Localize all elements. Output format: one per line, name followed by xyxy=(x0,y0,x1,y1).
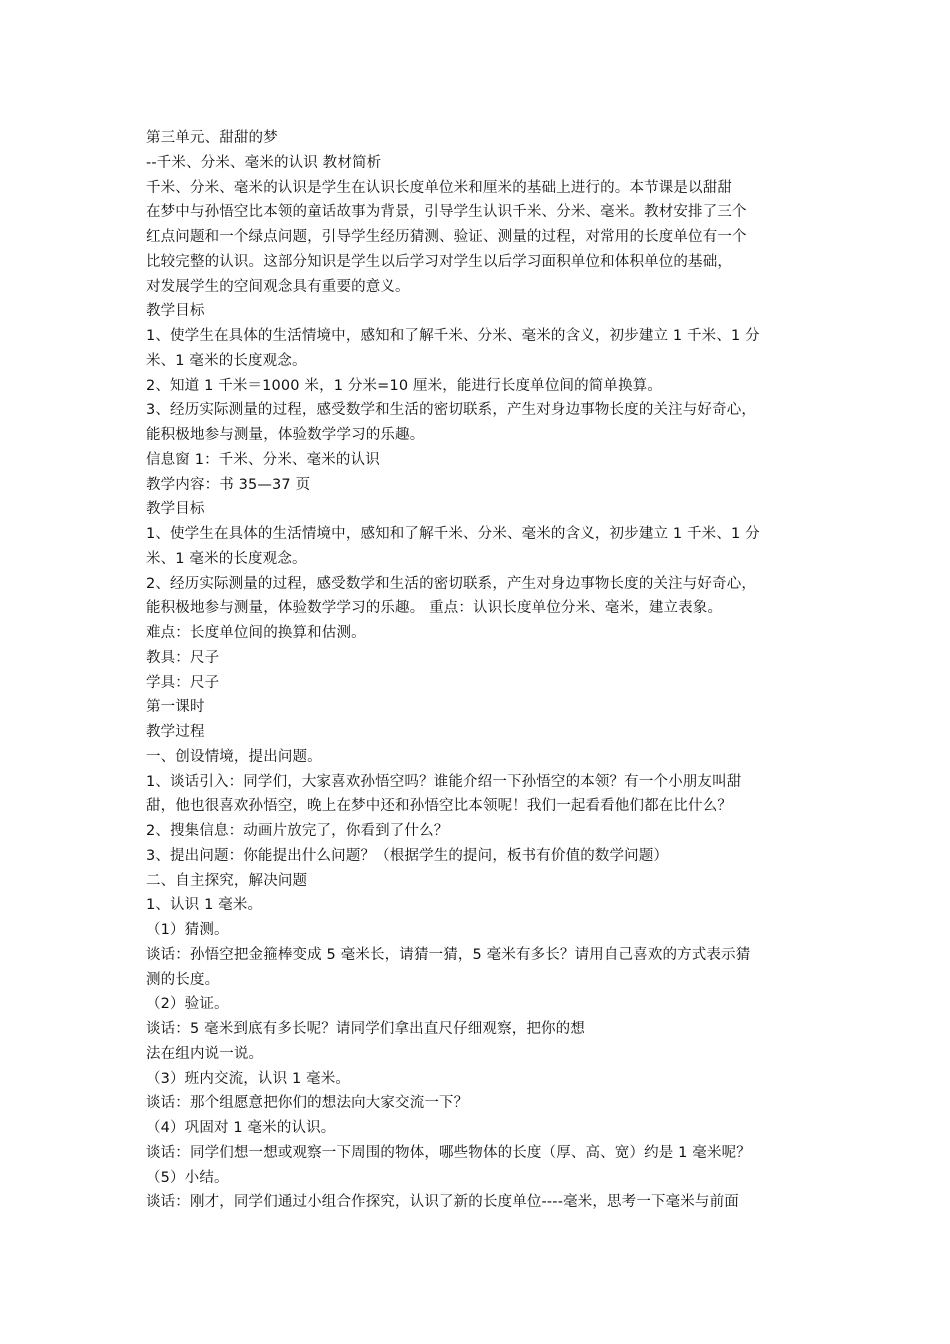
text-line: 能积极地参与测量，体验数学学习的乐趣。 xyxy=(146,427,425,443)
text-line: 法在组内说一说。 xyxy=(146,1045,264,1062)
info-window-heading: 信息窗 1：千米、分米、毫米的认识 xyxy=(146,451,380,468)
text-line: 谈话：同学们想一想或观察一下周围的物体，哪些物体的长度（厚、高、宽）约是 1 毫米呢？ xyxy=(146,1144,751,1161)
text-line: 对发展学生的空间观念具有重要的意义。 xyxy=(146,278,410,295)
text-line: 谈话：那个组愿意把你们的想法向大家交流一下？ xyxy=(146,1095,469,1112)
section-title: 第三单元、甜甜的梦 xyxy=(146,130,278,146)
step-heading: 二、自主探究，解决问题 xyxy=(146,872,308,889)
text-line: 测的长度。 xyxy=(146,971,220,988)
text-line: 甜，他也很喜欢孙悟空，晚上在梦中还和孙悟空比本领呢！我们一起看看他们都在比什么？ xyxy=(146,798,732,815)
lesson-subtitle: --千米、分米、毫米的认识 教材简析 xyxy=(146,154,382,171)
text-line: 在梦中与孙悟空比本领的童话故事为背景，引导学生认识千米、分米、毫米。教材安排了三个 xyxy=(146,204,747,221)
text-line: 2、经历实际测量的过程，感受数学和生活的密切联系，产生对身边事物长度的关注与好奇心， xyxy=(146,575,757,592)
text-line: 教具：尺子 xyxy=(146,649,220,666)
text-line: （1）猜测。 xyxy=(146,922,229,938)
text-line: 1、认识 1 毫米。 xyxy=(146,897,263,914)
text-line: 学具：尺子 xyxy=(146,674,220,691)
text-line: 2、搜集信息：动画片放完了，你看到了什么？ xyxy=(146,823,449,839)
text-line: （2）验证。 xyxy=(146,996,229,1013)
text-line: 难点：长度单位间的换算和估测。 xyxy=(146,625,366,641)
text-line: （4）巩固对 1 毫米的认识。 xyxy=(146,1120,336,1136)
lesson-period: 第一课时 xyxy=(146,699,205,716)
text-line: 米、1 毫米的长度观念。 xyxy=(146,352,307,369)
text-line: 能积极地参与测量，体验数学学习的乐趣。 重点：认识长度单位分米、毫米，建立表象。 xyxy=(146,600,723,617)
text-line: 1、使学生在具体的生活情境中，感知和了解千米、分米、毫米的含义，初步建立 1 千米、1 分 xyxy=(146,526,760,542)
text-line: 红点问题和一个绿点问题，引导学生经历猜测、验证、测量的过程，对常用的长度单位有一个 xyxy=(146,229,747,245)
document-page xyxy=(146,126,816,1215)
text-line: 1、使学生在具体的生活情境中，感知和了解千米、分米、毫米的含义，初步建立 1 千米、1 分 xyxy=(146,328,760,344)
heading-objectives: 教学目标 xyxy=(146,303,205,320)
text-line: 比较完整的认识。这部分知识是学生以后学习对学生以后学习面积单位和体积单位的基础， xyxy=(146,253,732,270)
step-heading: 一、创设情境，提出问题。 xyxy=(146,748,322,765)
text-line: 谈话：刚才，同学们通过小组合作探究，认识了新的长度单位----毫米，思考一下毫米与前面 xyxy=(146,1194,739,1211)
text-line: 2、知道 1 千米＝1000 米，1 分米=10 厘米，能进行长度单位间的简单换算。 xyxy=(146,377,663,394)
text-line: （5）小结。 xyxy=(146,1169,229,1186)
text-line: 谈话：孙悟空把金箍棒变成 5 毫米长，请猜一猜，5 毫米有多长？请用自己喜欢的方式表示猜 xyxy=(146,946,751,963)
text-line: 1、谈话引入：同学们，大家喜欢孙悟空吗？谁能介绍一下孙悟空的本领？有一个小朋友叫甜 xyxy=(146,773,742,790)
text-line: 3、提出问题：你能提出什么问题？（根据学生的提问，板书有价值的数学问题） xyxy=(146,847,669,864)
text-line: 千米、分米、毫米的认识是学生在认识长度单位米和厘米的基础上进行的。本节课是以甜甜 xyxy=(146,179,732,196)
content-line: 教学内容：书 35—37 页 xyxy=(146,476,311,493)
heading-objectives: 教学目标 xyxy=(146,501,205,518)
text-line: 谈话：5 毫米到底有多长呢？请同学们拿出直尺仔细观察，把你的想 xyxy=(146,1021,585,1037)
text-line: 米、1 毫米的长度观念。 xyxy=(146,550,307,567)
heading-process: 教学过程 xyxy=(146,724,205,740)
text-line: （3）班内交流，认识 1 毫米。 xyxy=(146,1070,351,1087)
text-line: 3、经历实际测量的过程，感受数学和生活的密切联系，产生对身边事物长度的关注与好奇心， xyxy=(146,402,757,419)
